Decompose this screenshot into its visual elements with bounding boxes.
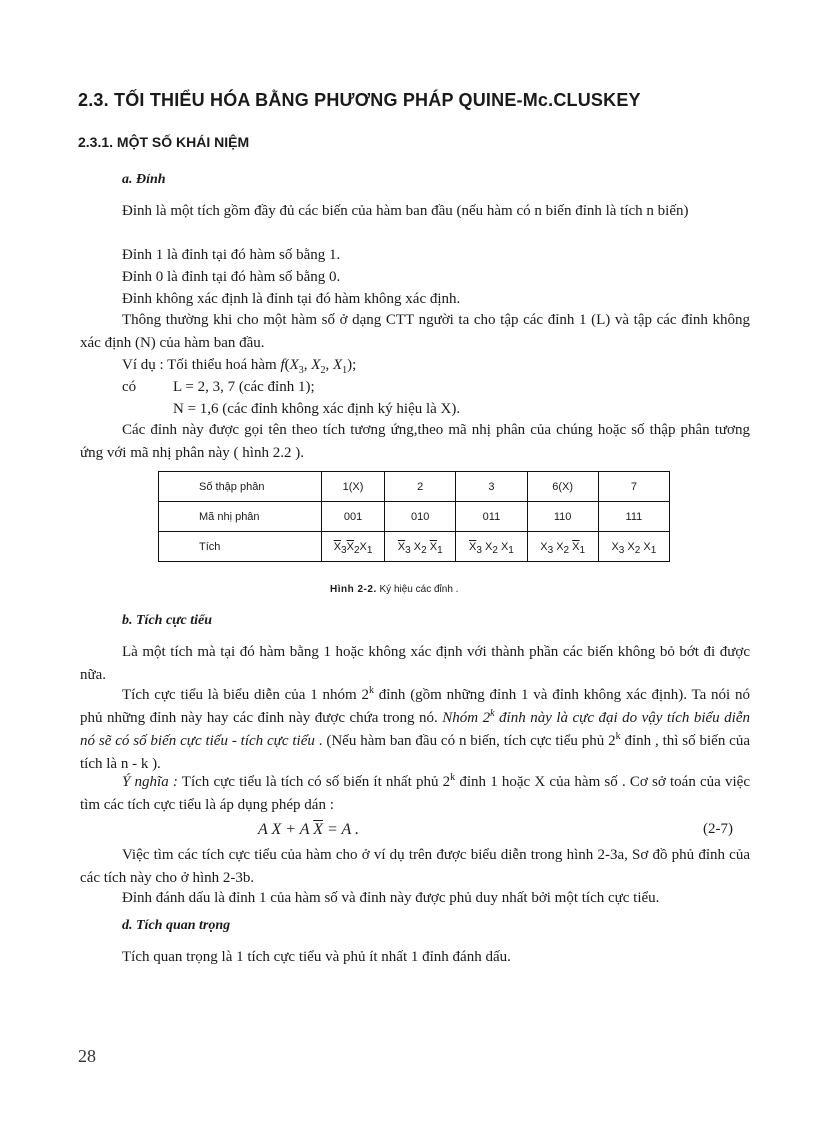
table-row bbox=[159, 532, 670, 562]
heading-a: a. Đỉnh bbox=[122, 172, 166, 187]
subsection-title: 2.3.1. MỘT SỐ KHÁI NIỆM bbox=[78, 134, 250, 150]
table-row bbox=[159, 472, 670, 502]
paragraph-b2: Tích cực tiểu là biểu diễn của 1 nhóm 2$^k$ đỉnh (gồm những đỉnh 1 và đỉnh không xác định). Ta nói nó phủ những đỉnh này hay các đỉnh này được chứa trong nó. Nhóm 2$^k$ đỉnh này là cực đại do vậy tích biểu diễn nó sẽ có số biến cực tiểu - tích cực tiểu . (Nếu hàm ban đầu có n biến, tích cực tiểu phủ 2$^k$ đỉnh , thì số biến của tích là n - k ). bbox=[80, 685, 750, 772]
paragraph-a1: Đỉnh là một tích gồm đầy đủ các biến của hàm ban đầu (nếu hàm có n biến đỉnh là tích n biến) bbox=[122, 203, 689, 219]
heading-b: b. Tích cực tiểu bbox=[122, 613, 213, 628]
cell-product: $X_3$ $X_2$ $X_1$ bbox=[598, 532, 669, 562]
cell-decimal: 2 bbox=[385, 472, 456, 502]
section-title: 2.3. TỐI THIỂU HÓA BẰNG PHƯƠNG PHÁP QUINE-Mc.CLUSKEY bbox=[78, 90, 641, 110]
figure-caption-text: Ký hiệu các đỉnh . bbox=[379, 584, 459, 595]
page-number: 28 bbox=[78, 1046, 96, 1066]
row-label-decimal: Số thập phân bbox=[159, 472, 322, 502]
paragraph-b4: Việc tìm các tích cực tiểu của hàm cho ở ví dụ trên được biểu diễn trong hình 2-3a, Sơ đồ phủ đỉnh của các tích này cho ở hình 2-3b. bbox=[80, 847, 750, 886]
cell-decimal: 6(X) bbox=[527, 472, 598, 502]
paragraph-a3: Các đỉnh này được gọi tên theo tích tương ứng,theo mã nhị phân của chúng hoặc số thập phân tương ứng với mã nhị phân này ( hình 2.2 ). bbox=[80, 422, 750, 461]
figure-caption-label: Hình 2-2. bbox=[330, 584, 377, 595]
example-L: L = 2, 3, 7 (các đỉnh 1); bbox=[173, 379, 315, 395]
paragraph-b3: Ý nghĩa : Tích cực tiểu là tích có số biến ít nhất phủ 2$^k$ đỉnh 1 hoặc X của hàm số . Cơ sở toán của việc tìm các tích cực tiểu là áp dụng phép dán : bbox=[80, 772, 750, 813]
line-a-dinh-kxd: Đỉnh không xác định là đỉnh tại đó hàm không xác định. bbox=[122, 291, 461, 307]
row-label-product: Tích bbox=[159, 532, 322, 562]
paragraph-a2: Thông thường khi cho một hàm số ở dạng CTT người ta cho tập các đỉnh 1 (L) và tập các đỉnh không xác định (N) của hàm ban đầu. bbox=[80, 312, 750, 351]
cell-binary: 010 bbox=[385, 502, 456, 532]
figure-caption bbox=[330, 584, 458, 595]
heading-d: d. Tích quan trọng bbox=[122, 918, 231, 933]
cell-binary: 001 bbox=[322, 502, 385, 532]
cell-binary: 111 bbox=[598, 502, 669, 532]
row-label-binary: Mã nhị phân bbox=[159, 502, 322, 532]
cell-binary: 110 bbox=[527, 502, 598, 532]
cell-binary: 011 bbox=[456, 502, 527, 532]
vertex-table bbox=[158, 471, 670, 562]
cell-decimal: 7 bbox=[598, 472, 669, 502]
paragraph-b1: Là một tích mà tại đó hàm bằng 1 hoặc không xác định với thành phần các biến không bỏ bớt đi được nữa. bbox=[80, 644, 750, 683]
table-row bbox=[159, 502, 670, 532]
cell-product: $\overline{X}_3$ $X_2$ $\overline{X}_1$ bbox=[385, 532, 456, 562]
formula-gluing: A X + A $\overline{X} = A$ . bbox=[258, 821, 360, 838]
cell-decimal: 3 bbox=[456, 472, 527, 502]
cell-decimal: 1(X) bbox=[322, 472, 385, 502]
paragraph-b5: Đỉnh đánh dấu là đỉnh 1 của hàm số và đỉnh này được phủ duy nhất bởi một tích cực tiểu. bbox=[122, 890, 660, 906]
line-a-dinh0: Đỉnh 0 là đỉnh tại đó hàm số bằng 0. bbox=[122, 269, 341, 285]
example-function: f bbox=[280, 357, 285, 373]
paragraph-d1: Tích quan trọng là 1 tích cực tiểu và phủ ít nhất 1 đỉnh đánh dấu. bbox=[122, 949, 511, 965]
example-prefix: Ví dụ : Tối thiểu hoá hàm bbox=[122, 357, 277, 373]
cell-product: $X_3$ $X_2$ $\overline{X}_1$ bbox=[527, 532, 598, 562]
formula-number: (2-7) bbox=[703, 821, 733, 837]
cell-product: $\overline{X}_3$ $X_2$ $X_1$ bbox=[456, 532, 527, 562]
example-N: N = 1,6 (các đỉnh không xác định ký hiệu là X). bbox=[173, 401, 461, 417]
cell-product: $\overline{X}_3\overline{X}_2X_1$ bbox=[322, 532, 385, 562]
example-co: có bbox=[122, 379, 137, 395]
example-line: Ví dụ : Tối thiểu hoá hàm $f(X_3$, $X_2$, $X_1$); bbox=[122, 357, 357, 376]
line-a-dinh1: Đỉnh 1 là đỉnh tại đó hàm số bằng 1. bbox=[122, 247, 341, 263]
